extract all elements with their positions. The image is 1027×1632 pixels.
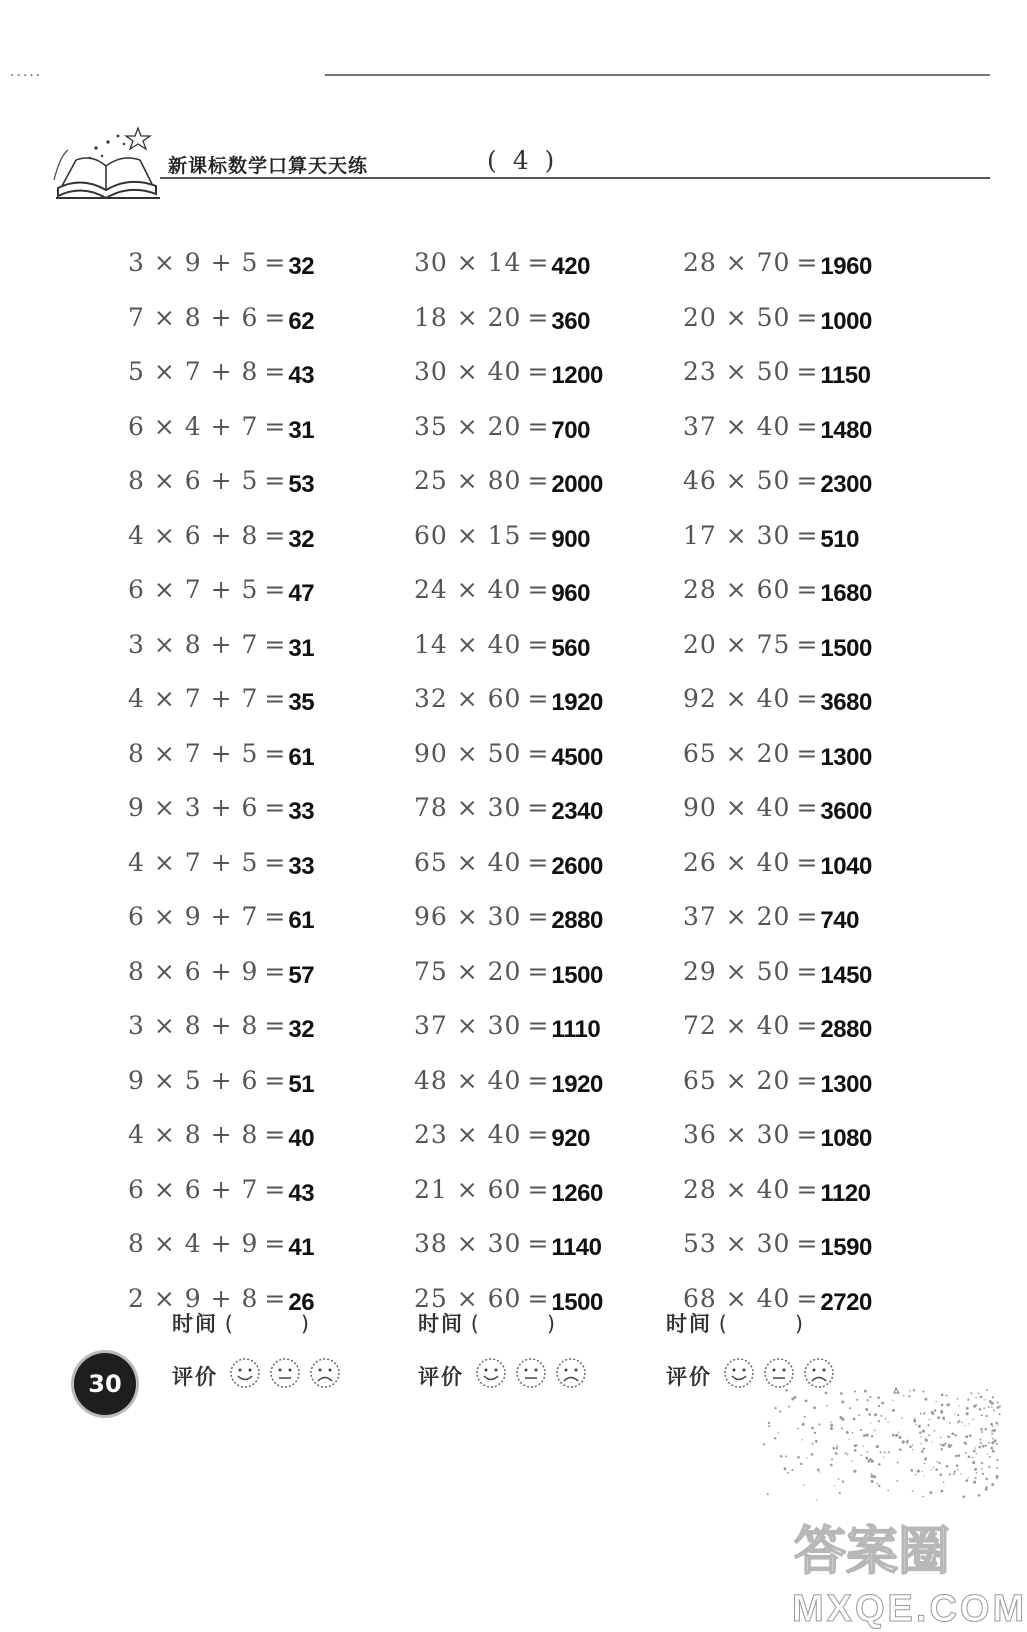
exercise-column-2 [414, 248, 603, 1338]
expression: 65 × 20 [683, 1065, 791, 1095]
eval-label: 评价 [172, 1364, 218, 1389]
equals-sign: = [264, 684, 286, 713]
equals-sign: = [796, 1065, 818, 1095]
answer[interactable]: 2000 [551, 471, 603, 498]
answer[interactable]: 1680 [820, 580, 872, 607]
exercise-row [683, 1011, 872, 1066]
expression: 17 × 30 [683, 520, 791, 550]
exercise-row [683, 793, 872, 848]
answer[interactable]: 1150 [820, 362, 871, 389]
answer[interactable]: 1040 [820, 852, 872, 880]
equals-sign: = [527, 520, 549, 550]
equals-sign: = [796, 357, 818, 386]
expression: 28 × 60 [683, 575, 791, 604]
equals-sign: = [527, 466, 549, 495]
exercise-row [414, 848, 603, 903]
equals-sign: = [527, 1065, 549, 1095]
equals-sign: = [527, 956, 549, 986]
answer[interactable]: 900 [551, 525, 590, 553]
expression: 90 × 50 [414, 738, 522, 768]
equals-sign: = [527, 1011, 549, 1040]
expression: 65 × 20 [683, 738, 791, 768]
expression: 2 × 9 + 8 [128, 1283, 259, 1313]
answer[interactable]: 1960 [820, 253, 872, 280]
exercise-row [128, 957, 314, 1012]
equals-sign: = [796, 629, 818, 659]
exercise-row [414, 902, 603, 957]
answer[interactable]: 47 [288, 580, 315, 607]
exercise-row [128, 466, 314, 521]
exercise-row [683, 1175, 872, 1230]
expression: 26 × 40 [683, 847, 791, 877]
expression: 37 × 20 [683, 902, 791, 931]
equals-sign: = [796, 466, 818, 495]
answer[interactable]: 2600 [551, 852, 603, 880]
exercise-row [128, 521, 314, 576]
watermark-logo-text: 答案圈 [794, 1522, 951, 1582]
answer[interactable]: 1500 [820, 634, 872, 662]
answer[interactable]: 2300 [820, 471, 872, 498]
expression: 28 × 70 [683, 248, 791, 277]
answer[interactable]: 1200 [551, 362, 603, 389]
exercise-row [128, 630, 314, 685]
answer[interactable]: 33 [288, 798, 315, 825]
answer[interactable]: 35 [288, 689, 315, 716]
exercise-row [683, 630, 872, 685]
exercise-row [128, 412, 314, 467]
exercise-row [128, 684, 314, 739]
equals-sign: = [527, 684, 549, 713]
answer[interactable]: 43 [288, 362, 315, 389]
equals-sign: = [264, 956, 286, 986]
equals-sign: = [264, 1120, 286, 1149]
open-book-star-logo [52, 120, 164, 204]
answer[interactable]: 360 [551, 307, 590, 335]
expression: 38 × 30 [414, 1229, 522, 1258]
exercise-row [683, 1229, 872, 1284]
exercise-row [683, 521, 872, 576]
answer[interactable]: 51 [288, 1070, 315, 1098]
exercise-row [414, 1229, 603, 1284]
equals-sign: = [796, 1011, 818, 1040]
watermark-logo [790, 1515, 995, 1583]
answer[interactable]: 420 [551, 253, 590, 280]
exercise-row [414, 303, 603, 358]
exercise-row [128, 357, 314, 412]
answer[interactable]: 3600 [820, 798, 872, 825]
expression: 37 × 40 [683, 411, 791, 441]
expression: 4 × 8 + 8 [128, 1120, 259, 1149]
equals-sign: = [796, 302, 818, 332]
paren-close: ) [794, 1312, 804, 1336]
expression: 23 × 50 [683, 357, 791, 386]
expression: 37 × 30 [414, 1011, 522, 1040]
answer[interactable]: 4500 [551, 743, 603, 771]
expression: 8 × 4 + 9 [128, 1229, 259, 1258]
expression: 25 × 60 [414, 1283, 522, 1313]
exercise-row [128, 1175, 314, 1230]
equals-sign: = [264, 466, 286, 495]
expression: 14 × 40 [414, 629, 522, 659]
answer[interactable]: 33 [288, 852, 315, 880]
exercise-row [683, 412, 872, 467]
answer[interactable]: 1080 [820, 1125, 872, 1152]
expression: 18 × 20 [414, 302, 522, 332]
page-number-badge: 30 [74, 1353, 136, 1415]
exercise-column-1 [128, 248, 314, 1338]
expression: 4 × 6 + 8 [128, 520, 259, 550]
exercise-row [414, 466, 603, 521]
expression: 53 × 30 [683, 1229, 791, 1258]
answer[interactable]: 1500 [551, 961, 603, 989]
equals-sign: = [796, 793, 818, 822]
sad-face-icon[interactable] [554, 1356, 588, 1390]
eval-label: 评价 [418, 1364, 464, 1389]
answer[interactable]: 1260 [551, 1179, 603, 1207]
exercise-row [683, 739, 872, 794]
equals-sign: = [527, 248, 549, 277]
expression: 24 × 40 [414, 575, 522, 604]
exercise-row [683, 575, 872, 630]
equals-sign: = [796, 1120, 818, 1149]
exercise-row [683, 466, 872, 521]
answer[interactable]: 1920 [551, 1070, 603, 1098]
paren-open: ( [718, 1312, 727, 1336]
answer[interactable]: 960 [551, 580, 590, 607]
expression: 75 × 20 [414, 956, 522, 986]
exercise-row [683, 303, 872, 358]
exercise-row [683, 1120, 872, 1175]
exercise-row [414, 957, 603, 1012]
answer[interactable]: 2880 [551, 907, 603, 934]
paren-open: ( [470, 1312, 479, 1336]
equals-sign: = [796, 1174, 818, 1204]
neutral-face-icon[interactable] [514, 1356, 548, 1390]
expression: 3 × 8 + 8 [128, 1011, 259, 1040]
answer[interactable]: 31 [288, 416, 315, 444]
equals-sign: = [796, 1229, 818, 1258]
expression: 3 × 8 + 7 [128, 629, 259, 659]
expression: 48 × 40 [414, 1065, 522, 1095]
answer[interactable]: 560 [551, 634, 590, 662]
equals-sign: = [527, 629, 549, 659]
expression: 25 × 80 [414, 466, 522, 495]
equals-sign: = [264, 793, 286, 822]
expression: 20 × 50 [683, 302, 791, 332]
expression: 96 × 30 [414, 902, 522, 931]
top-rule [325, 74, 990, 76]
exercise-row [414, 248, 603, 303]
equals-sign: = [264, 1283, 286, 1313]
exercise-column-3 [683, 248, 872, 1338]
answer[interactable]: 1120 [820, 1179, 871, 1207]
answer[interactable]: 53 [288, 471, 315, 498]
expression: 30 × 14 [414, 248, 522, 277]
equals-sign: = [796, 738, 818, 768]
expression: 68 × 40 [683, 1283, 791, 1313]
exercise-row [683, 1066, 872, 1121]
top-dots-decoration: ····· [10, 68, 43, 84]
equals-sign: = [796, 956, 818, 986]
face-group [474, 1356, 594, 1395]
expression: 90 × 40 [683, 793, 791, 822]
equals-sign: = [264, 357, 286, 386]
expression: 29 × 50 [683, 956, 791, 986]
answer[interactable]: 2880 [820, 1016, 872, 1043]
equals-sign: = [796, 684, 818, 713]
answer[interactable]: 32 [288, 525, 315, 553]
answer[interactable]: 510 [820, 525, 859, 553]
exercise-row [414, 684, 603, 739]
answer[interactable]: 43 [288, 1179, 315, 1207]
time-line [666, 1308, 842, 1352]
equals-sign: = [264, 248, 286, 277]
expression: 35 × 20 [414, 411, 522, 441]
paren-close: ) [300, 1312, 310, 1336]
answer[interactable]: 1140 [551, 1234, 602, 1261]
answer[interactable]: 700 [551, 416, 590, 444]
equals-sign: = [796, 902, 818, 931]
equals-sign: = [796, 520, 818, 550]
exercise-row [128, 303, 314, 358]
answer[interactable]: 1110 [551, 1016, 601, 1043]
exercise-row [414, 521, 603, 576]
eval-label: 评价 [666, 1364, 712, 1389]
expression: 46 × 50 [683, 466, 791, 495]
footer-block-1 [172, 1308, 348, 1395]
time-line [418, 1308, 594, 1352]
exercise-row [683, 357, 872, 412]
equals-sign: = [264, 411, 286, 441]
equals-sign: = [796, 411, 818, 441]
exercise-row [414, 793, 603, 848]
time-line [172, 1308, 348, 1352]
exercise-row [128, 1066, 314, 1121]
equals-sign: = [264, 847, 286, 877]
eval-line [418, 1356, 594, 1395]
answer[interactable]: 1500 [551, 1288, 603, 1316]
exercise-row [683, 957, 872, 1012]
expression: 6 × 4 + 7 [128, 411, 259, 441]
expression: 6 × 9 + 7 [128, 902, 259, 931]
exercise-row [128, 793, 314, 848]
exercise-row [128, 1011, 314, 1066]
expression: 28 × 40 [683, 1174, 791, 1204]
equals-sign: = [796, 847, 818, 877]
exercise-row [128, 1229, 314, 1284]
expression: 23 × 40 [414, 1120, 522, 1149]
equals-sign: = [264, 575, 286, 604]
answer[interactable]: 41 [288, 1234, 315, 1261]
paren-close: ) [546, 1312, 556, 1336]
answer[interactable]: 1590 [820, 1234, 872, 1261]
exercise-row [128, 1120, 314, 1175]
exercise-row [128, 575, 314, 630]
answer[interactable]: 57 [288, 961, 315, 989]
equals-sign: = [527, 847, 549, 877]
eval-line [172, 1356, 348, 1395]
equals-sign: = [527, 575, 549, 604]
expression: 30 × 40 [414, 357, 522, 386]
answer[interactable]: 40 [288, 1125, 315, 1152]
equals-sign: = [264, 520, 286, 550]
expression: 8 × 6 + 5 [128, 466, 259, 495]
equals-sign: = [527, 1174, 549, 1204]
equals-sign: = [527, 357, 549, 386]
equals-sign: = [264, 1229, 286, 1258]
expression: 4 × 7 + 7 [128, 684, 259, 713]
expression: 3 × 9 + 5 [128, 248, 259, 277]
equals-sign: = [527, 302, 549, 332]
answer[interactable]: 31 [288, 634, 315, 662]
expression: 60 × 15 [414, 520, 522, 550]
exercise-row [414, 1011, 603, 1066]
expression: 8 × 6 + 9 [128, 956, 259, 986]
expression: 21 × 60 [414, 1174, 522, 1204]
exercise-row [414, 739, 603, 794]
expression: 20 × 75 [683, 629, 791, 659]
exercise-row [128, 248, 314, 303]
exercise-row [683, 684, 872, 739]
answer[interactable]: 1450 [820, 961, 872, 989]
paren-open: ( [224, 1312, 233, 1336]
exercise-row [414, 357, 603, 412]
answer[interactable]: 3680 [820, 689, 872, 716]
exercise-row [414, 575, 603, 630]
equals-sign: = [264, 738, 286, 768]
equals-sign: = [264, 1174, 286, 1204]
expression: 36 × 30 [683, 1120, 791, 1149]
expression: 7 × 8 + 6 [128, 302, 259, 332]
neutral-face-icon[interactable] [268, 1356, 302, 1390]
equals-sign: = [527, 1229, 549, 1258]
exercise-row [128, 848, 314, 903]
expression: 78 × 30 [414, 793, 522, 822]
face-group [228, 1356, 348, 1395]
answer[interactable]: 2340 [551, 798, 603, 825]
equals-sign: = [796, 1283, 818, 1313]
expression: 65 × 40 [414, 847, 522, 877]
expression: 92 × 40 [683, 684, 791, 713]
equals-sign: = [264, 302, 286, 332]
smile-face-icon[interactable] [474, 1356, 508, 1390]
equals-sign: = [527, 411, 549, 441]
expression: 6 × 6 + 7 [128, 1174, 259, 1204]
expression: 5 × 7 + 8 [128, 357, 259, 386]
exercise-row [128, 902, 314, 957]
exercise-row [414, 412, 603, 467]
time-label: 时间 [418, 1312, 464, 1336]
equals-sign: = [527, 793, 549, 822]
exercise-number: ( 4 ) [487, 146, 559, 175]
exercise-row [414, 1175, 603, 1230]
answer[interactable]: 26 [288, 1288, 315, 1316]
answer[interactable]: 61 [288, 907, 315, 934]
expression: 72 × 40 [683, 1011, 791, 1040]
equals-sign: = [264, 1065, 286, 1095]
answer[interactable]: 61 [288, 743, 315, 771]
smile-face-icon[interactable] [228, 1356, 262, 1390]
book-title: 新课标数学口算天天练 [168, 155, 369, 177]
equals-sign: = [527, 1120, 549, 1149]
expression: 32 × 60 [414, 684, 522, 713]
answer[interactable]: 32 [288, 1016, 315, 1043]
answer[interactable]: 2720 [820, 1288, 872, 1316]
expression: 9 × 5 + 6 [128, 1065, 259, 1095]
exercise-row [414, 1066, 603, 1121]
time-label: 时间 [172, 1312, 218, 1336]
answer[interactable]: 32 [288, 253, 315, 280]
exercise-row [414, 630, 603, 685]
exercise-row [128, 739, 314, 794]
equals-sign: = [527, 738, 549, 768]
exercise-row [414, 1120, 603, 1175]
answer[interactable]: 1300 [820, 743, 872, 771]
watermark-site: MXQE.COM [792, 1588, 1027, 1630]
equals-sign: = [264, 902, 286, 931]
equals-sign: = [264, 629, 286, 659]
exercise-row [683, 902, 872, 957]
exercise-row [683, 248, 872, 303]
answer[interactable]: 1300 [820, 1070, 872, 1098]
equals-sign: = [796, 575, 818, 604]
expression: 4 × 7 + 5 [128, 847, 259, 877]
expression: 9 × 3 + 6 [128, 793, 259, 822]
equals-sign: = [796, 248, 818, 277]
answer[interactable]: 920 [551, 1125, 590, 1152]
header-rule [160, 177, 990, 179]
equals-sign: = [264, 1011, 286, 1040]
equals-sign: = [527, 1283, 549, 1313]
exercise-row [683, 848, 872, 903]
time-label: 时间 [666, 1312, 712, 1336]
answer[interactable]: 1000 [820, 307, 872, 335]
answer[interactable]: 1920 [551, 689, 603, 716]
answer[interactable]: 62 [288, 307, 315, 335]
sad-face-icon[interactable] [308, 1356, 342, 1390]
answer[interactable]: 740 [820, 907, 859, 934]
expression: 6 × 7 + 5 [128, 575, 259, 604]
expression: 8 × 7 + 5 [128, 738, 259, 768]
equals-sign: = [527, 902, 549, 931]
answer[interactable]: 1480 [820, 416, 872, 444]
footer-block-2 [418, 1308, 594, 1395]
